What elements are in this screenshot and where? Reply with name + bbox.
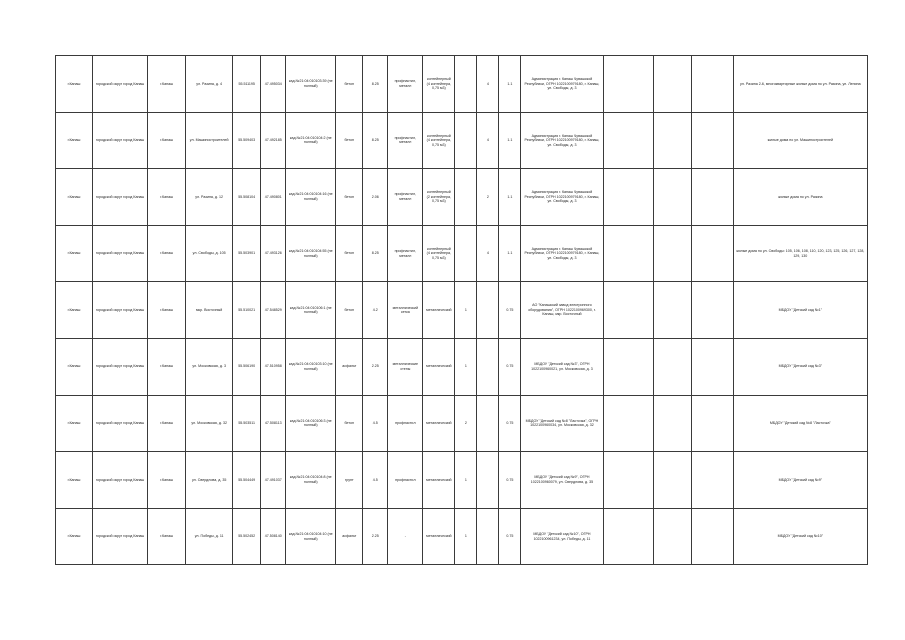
district-cell: городской округ город Канаш (93, 395, 148, 452)
empty-cell (691, 112, 733, 169)
address-cell: ул. Разина, д. 12 (186, 169, 233, 226)
fence-cell: профнастил, металл (388, 225, 423, 282)
latitude-cell: 55.503511 (233, 395, 261, 452)
container-count-cell (455, 225, 477, 282)
surface-cell: бетон (336, 225, 363, 282)
latitude-cell: 55.511195 (233, 56, 261, 113)
area-cell: 8.25 (363, 112, 388, 169)
empty-cell (691, 395, 733, 452)
cadastral-cell: кад.№21:04:010106:3 (не полный) (286, 395, 336, 452)
empty-cell (691, 282, 733, 339)
empty-cell (603, 112, 653, 169)
locality-cell: г.Канаш (148, 225, 186, 282)
container-count-planned-cell (477, 452, 499, 509)
table-row (56, 338, 868, 395)
container-type-cell: контейнерный (4 контейнера, 0,75 м3) (423, 112, 455, 169)
container-count-planned-cell (477, 395, 499, 452)
district-cell: городской округ город Канаш (93, 452, 148, 509)
area-cell: 4.5 (363, 395, 388, 452)
latitude-cell: 55.504449 (233, 452, 261, 509)
empty-cell (653, 338, 691, 395)
waste-sources-cell: ул. Разина 2-6, многоквартирные жилые дома по ул. Разина, ул. Ленина (733, 56, 867, 113)
container-count-cell (455, 169, 477, 226)
district-cell: городской округ город Канаш (93, 508, 148, 565)
fence-cell: профнастил, металл (388, 112, 423, 169)
longitude-cell: 47.510958 (261, 338, 286, 395)
empty-cell (603, 56, 653, 113)
cadastral-cell: кад.№21:04:010104:2 (не полный) (286, 112, 336, 169)
latitude-cell: 55.503901 (233, 225, 261, 282)
owner-cell: МБДОУ "Детский сад №10", ОГРН 1022100961234, ул. Победы, д. 11 (521, 508, 603, 565)
address-cell: ул. Московская, д. 32 (186, 395, 233, 452)
owner-cell: МБДОУ "Детский сад №8 "Ласточка", ОГРН 1022100960034, ул. Московская, д. 32 (521, 395, 603, 452)
table-row (56, 452, 868, 509)
container-count-planned-cell: 4 (477, 225, 499, 282)
locality-cell: г.Канаш (148, 508, 186, 565)
container-count-cell (455, 112, 477, 169)
city-cell: г.Канаш (56, 56, 93, 113)
waste-sources-cell: МБДОУ "Детский сад №8 "Ласточка" (733, 395, 867, 452)
container-type-cell: контейнерный (4 контейнера, 0,75 м3) (423, 225, 455, 282)
cadastral-cell: кад.№21:04:010103:10 (не полный) (286, 338, 336, 395)
container-type-cell: металлический (423, 338, 455, 395)
city-cell: г.Канаш (56, 395, 93, 452)
latitude-cell: 55.509403 (233, 112, 261, 169)
empty-cell (603, 452, 653, 509)
empty-cell (653, 508, 691, 565)
area-cell: 4.2 (363, 282, 388, 339)
locality-cell: г.Канаш (148, 112, 186, 169)
volume-cell: 0.75 (499, 508, 521, 565)
container-count-cell: 1 (455, 282, 477, 339)
fence-cell: металлический сетка (388, 282, 423, 339)
container-type-cell: металлический (423, 452, 455, 509)
container-count-cell: 2 (455, 395, 477, 452)
container-type-cell: контейнерный (2 контейнера, 0,75 м3) (423, 169, 455, 226)
surface-cell: бетон (336, 112, 363, 169)
locality-cell: г.Канаш (148, 282, 186, 339)
empty-cell (653, 112, 691, 169)
container-count-planned-cell: 2 (477, 169, 499, 226)
container-count-cell: 1 (455, 452, 477, 509)
surface-cell: бетон (336, 56, 363, 113)
waste-sources-cell: МБДОУ "Детский сад №9" (733, 452, 867, 509)
table-row (56, 112, 868, 169)
table-row (56, 169, 868, 226)
latitude-cell: 55.506190 (233, 338, 261, 395)
owner-cell: Администрация г. Канаш Чувашской Республики, ОГРН 1022100979180, г. Канаш, ул. Свободы, д. 3 (521, 112, 603, 169)
volume-cell: 1.1 (499, 169, 521, 226)
volume-cell: 1.1 (499, 56, 521, 113)
area-cell: 8.25 (363, 225, 388, 282)
container-type-cell: металлический (423, 282, 455, 339)
owner-cell: Администрация г. Канаш Чувашской Республики, ОГРН 1022100979180, г. Канаш, ул. Свободы, д. 3 (521, 169, 603, 226)
longitude-cell: 47.493126 (261, 225, 286, 282)
empty-cell (603, 508, 653, 565)
city-cell: г.Канаш (56, 112, 93, 169)
container-count-cell (455, 56, 477, 113)
empty-cell (691, 452, 733, 509)
empty-cell (691, 56, 733, 113)
area-cell: 2.25 (363, 508, 388, 565)
empty-cell (691, 225, 733, 282)
district-cell: городской округ город Канаш (93, 56, 148, 113)
address-cell: ул. Свердлова, д. 35 (186, 452, 233, 509)
cadastral-cell: кад.№21:04:010106:1 (не полный) (286, 282, 336, 339)
fence-cell: - (388, 508, 423, 565)
city-cell: г.Канаш (56, 282, 93, 339)
cadastral-cell: кад.№21:04:010104:10 (не полный) (286, 508, 336, 565)
fence-cell: металлические стены (388, 338, 423, 395)
longitude-cell: 47.508113 (261, 395, 286, 452)
waste-sources-cell: жилые дома по ул. Свободы: 105, 106, 108, 110, 120, 123, 125, 126, 127, 128, 129, 130 (733, 225, 867, 282)
empty-cell (653, 452, 691, 509)
empty-cell (691, 338, 733, 395)
container-type-cell: металлический (423, 508, 455, 565)
cadastral-cell: кад.№21:04:010104:16 (не полный) (286, 169, 336, 226)
volume-cell: 0.75 (499, 338, 521, 395)
locality-cell: г.Канаш (148, 452, 186, 509)
container-count-planned-cell (477, 338, 499, 395)
locality-cell: г.Канаш (148, 56, 186, 113)
volume-cell: 0.75 (499, 395, 521, 452)
city-cell: г.Канаш (56, 338, 93, 395)
address-cell: ул. Свободы, д. 105 (186, 225, 233, 282)
longitude-cell: 47.508140 (261, 508, 286, 565)
surface-cell: асфальт (336, 338, 363, 395)
latitude-cell: 55.510021 (233, 282, 261, 339)
empty-cell (653, 169, 691, 226)
waste-sources-cell: МБДОУ "Детский сад №3" (733, 338, 867, 395)
locality-cell: г.Канаш (148, 169, 186, 226)
fence-cell: профнастил, металл (388, 169, 423, 226)
container-type-cell: металлический (423, 395, 455, 452)
surface-cell: бетон (336, 395, 363, 452)
cadastral-cell: кад.№21:04:010104:8 (не полный) (286, 452, 336, 509)
container-count-planned-cell (477, 508, 499, 565)
cadastral-cell: кад.№21:04:010104:55 (не полный) (286, 225, 336, 282)
area-cell: 2.06 (363, 169, 388, 226)
container-count-cell: 1 (455, 508, 477, 565)
locality-cell: г.Канаш (148, 338, 186, 395)
owner-cell: Администрация г. Канаш Чувашской Республики, ОГРН 1022100979180, г. Канаш, ул. Свободы, д. 3 (521, 225, 603, 282)
surface-cell: асфальт (336, 508, 363, 565)
longitude-cell: 47.495034 (261, 56, 286, 113)
fence-cell: профнастил (388, 452, 423, 509)
volume-cell: 0.75 (499, 282, 521, 339)
district-cell: городской округ город Канаш (93, 112, 148, 169)
address-cell: ул. Разина, д. 4 (186, 56, 233, 113)
table-row (56, 56, 868, 113)
empty-cell (691, 508, 733, 565)
container-count-planned-cell (477, 282, 499, 339)
cadastral-cell: кад.№21:04:010103:39 (не полный) (286, 56, 336, 113)
owner-cell: МБДОУ "Детский сад №3", ОГРН 1022100960021, ул. Московская, д. 3 (521, 338, 603, 395)
empty-cell (691, 169, 733, 226)
longitude-cell: 47.492185 (261, 112, 286, 169)
surface-cell: бетон (336, 169, 363, 226)
district-cell: городской округ город Канаш (93, 169, 148, 226)
longitude-cell: 47.491037 (261, 452, 286, 509)
waste-sources-cell: жилые дома по ул. Разина (733, 169, 867, 226)
empty-cell (603, 395, 653, 452)
address-cell: мкр. Восточный (186, 282, 233, 339)
city-cell: г.Канаш (56, 452, 93, 509)
latitude-cell: 55.502452 (233, 508, 261, 565)
longitude-cell: 47.490801 (261, 169, 286, 226)
area-cell: 4.5 (363, 452, 388, 509)
longitude-cell: 47.548529 (261, 282, 286, 339)
volume-cell: 1.1 (499, 112, 521, 169)
city-cell: г.Канаш (56, 169, 93, 226)
table-row (56, 282, 868, 339)
area-cell: 8.25 (363, 56, 388, 113)
waste-sources-cell: МБДОУ "Детский сад №1" (733, 282, 867, 339)
locality-cell: г.Канаш (148, 395, 186, 452)
empty-cell (653, 225, 691, 282)
table-row (56, 508, 868, 565)
waste-sites-table (55, 55, 868, 565)
fence-cell: профнастил (388, 395, 423, 452)
empty-cell (603, 225, 653, 282)
address-cell: ул. Московская, д. 3 (186, 338, 233, 395)
owner-cell: АО "Канашский завод электронного оборудования", ОГРН 1022100969300, г. Канаш, мкр. Восточный (521, 282, 603, 339)
address-cell: ул. Победы, д. 11 (186, 508, 233, 565)
city-cell: г.Канаш (56, 225, 93, 282)
district-cell: городской округ город Канаш (93, 225, 148, 282)
district-cell: городской округ город Канаш (93, 282, 148, 339)
latitude-cell: 55.508104 (233, 169, 261, 226)
empty-cell (603, 282, 653, 339)
table-row (56, 225, 868, 282)
empty-cell (653, 282, 691, 339)
container-count-cell: 1 (455, 338, 477, 395)
surface-cell: грунт (336, 452, 363, 509)
volume-cell: 1.1 (499, 225, 521, 282)
surface-cell: бетон (336, 282, 363, 339)
owner-cell: Администрация г. Канаш Чувашской Республики, ОГРН 1022100979180, г. Канаш, ул. Свободы, д. 3 (521, 56, 603, 113)
waste-sources-cell: МБДОУ "Детский сад №10" (733, 508, 867, 565)
address-cell: ул. Машиностроителей (186, 112, 233, 169)
district-cell: городской округ город Канаш (93, 338, 148, 395)
waste-sources-cell: жилые дома по ул. Машиностроителей (733, 112, 867, 169)
container-count-planned-cell: 4 (477, 56, 499, 113)
table-row (56, 395, 868, 452)
empty-cell (653, 395, 691, 452)
container-type-cell: контейнерный (4 контейнера, 0,75 м3) (423, 56, 455, 113)
empty-cell (603, 338, 653, 395)
container-count-planned-cell: 4 (477, 112, 499, 169)
owner-cell: МБДОУ "Детский сад №9", ОГРН 1022100960079, ул. Свердлова, д. 35 (521, 452, 603, 509)
volume-cell: 0.75 (499, 452, 521, 509)
empty-cell (603, 169, 653, 226)
empty-cell (653, 56, 691, 113)
city-cell: г.Канаш (56, 508, 93, 565)
area-cell: 2.25 (363, 338, 388, 395)
fence-cell: профнастил, металл (388, 56, 423, 113)
